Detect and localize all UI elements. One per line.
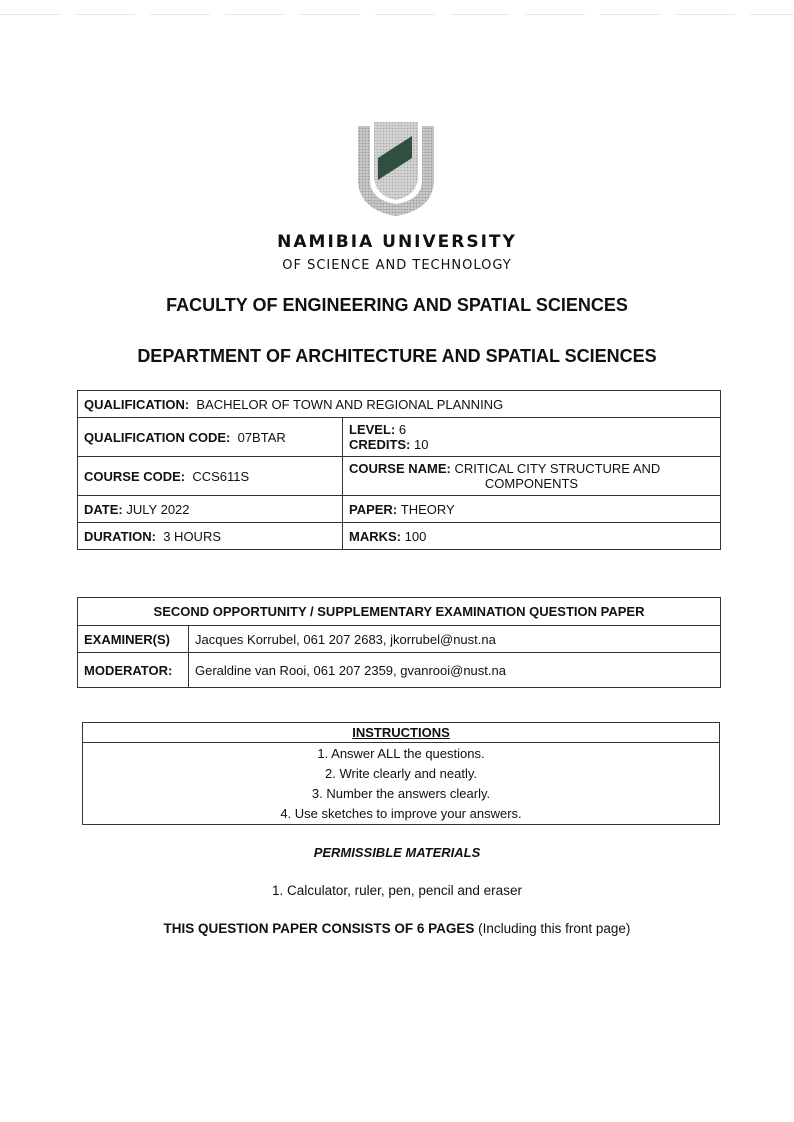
- course-code-label: COURSE CODE:: [84, 468, 186, 484]
- university-name: NAMIBIA UNIVERSITY: [277, 232, 517, 252]
- course-details-table: [77, 390, 721, 550]
- instruction-item: 3. Number the answers clearly.: [311, 786, 491, 801]
- course-code-value: CCS611S: [192, 468, 250, 484]
- marks-label: MARKS:: [349, 528, 401, 544]
- marks-value: 100: [404, 528, 427, 544]
- faculty-heading: FACULTY OF ENGINEERING AND SPATIAL SCIENCES: [166, 295, 628, 315]
- duration-label: DURATION:: [84, 528, 156, 544]
- examiner-label: EXAMINER(S): [78, 626, 189, 653]
- qualification-label: QUALIFICATION:: [84, 396, 190, 412]
- paper-cell: [343, 496, 721, 523]
- level-value: 6: [398, 422, 407, 437]
- page-count-note: [0, 921, 794, 936]
- examiner-value: Jacques Korrubel, 061 207 2683, jkorrubel@nust.na: [189, 626, 721, 653]
- course-code-cell: [78, 457, 343, 496]
- instruction-item: 4. Use sketches to improve your answers.: [280, 806, 522, 821]
- course-name-label: COURSE NAME:: [349, 461, 451, 476]
- page-count-normal: (Including this front page): [474, 921, 631, 936]
- moderator-label: MODERATOR:: [78, 653, 189, 688]
- date-label: DATE:: [84, 501, 123, 517]
- scan-artifact-line: [0, 14, 794, 15]
- course-name-value-2: COMPONENTS: [484, 476, 579, 491]
- moderator-value: Geraldine van Rooi, 061 207 2359, gvanrooi@nust.na: [189, 653, 721, 688]
- duration-cell: [78, 523, 343, 550]
- level-label: LEVEL:: [349, 422, 396, 437]
- instruction-item: 2. Write clearly and neatly.: [325, 766, 477, 781]
- marks-cell: [343, 523, 721, 550]
- qualification-code-label: QUALIFICATION CODE:: [84, 429, 231, 445]
- qualification-value: BACHELOR OF TOWN AND REGIONAL PLANNING: [196, 396, 504, 412]
- permissible-materials-heading: PERMISSIBLE MATERIALS: [313, 845, 481, 860]
- credits-value: 10: [414, 437, 429, 452]
- course-name-value-1: CRITICAL CITY STRUCTURE AND: [454, 461, 661, 476]
- qualification-code-value: 07BTAR: [237, 429, 286, 445]
- duration-value: 3 HOURS: [163, 528, 222, 544]
- paper-label: PAPER:: [349, 501, 398, 517]
- course-name-cell: [343, 457, 721, 496]
- instructions-list: [83, 743, 720, 825]
- instructions-title: INSTRUCTIONS: [83, 723, 720, 743]
- university-logo-icon: [352, 118, 440, 218]
- instruction-item: 1. Answer ALL the questions.: [317, 746, 485, 761]
- paper-value: THEORY: [400, 501, 455, 517]
- credits-label: CREDITS:: [349, 437, 411, 452]
- exam-paper-title: SECOND OPPORTUNITY / SUPPLEMENTARY EXAMINATION QUESTION PAPER: [78, 598, 721, 626]
- date-cell: [78, 496, 343, 523]
- page-count-bold: THIS QUESTION PAPER CONSISTS OF 6 PAGES: [163, 921, 475, 936]
- examiner-table: [77, 597, 721, 688]
- level-credits-cell: [343, 418, 721, 457]
- permissible-materials-item: 1. Calculator, ruler, pen, pencil and eraser: [272, 883, 522, 898]
- university-subtitle: OF SCIENCE AND TECHNOLOGY: [282, 258, 512, 273]
- department-heading: DEPARTMENT OF ARCHITECTURE AND SPATIAL SCIENCES: [137, 346, 657, 366]
- qualification-cell: [78, 391, 721, 418]
- date-value: JULY 2022: [126, 501, 190, 517]
- instructions-table: [82, 722, 720, 825]
- qualification-code-cell: [78, 418, 343, 457]
